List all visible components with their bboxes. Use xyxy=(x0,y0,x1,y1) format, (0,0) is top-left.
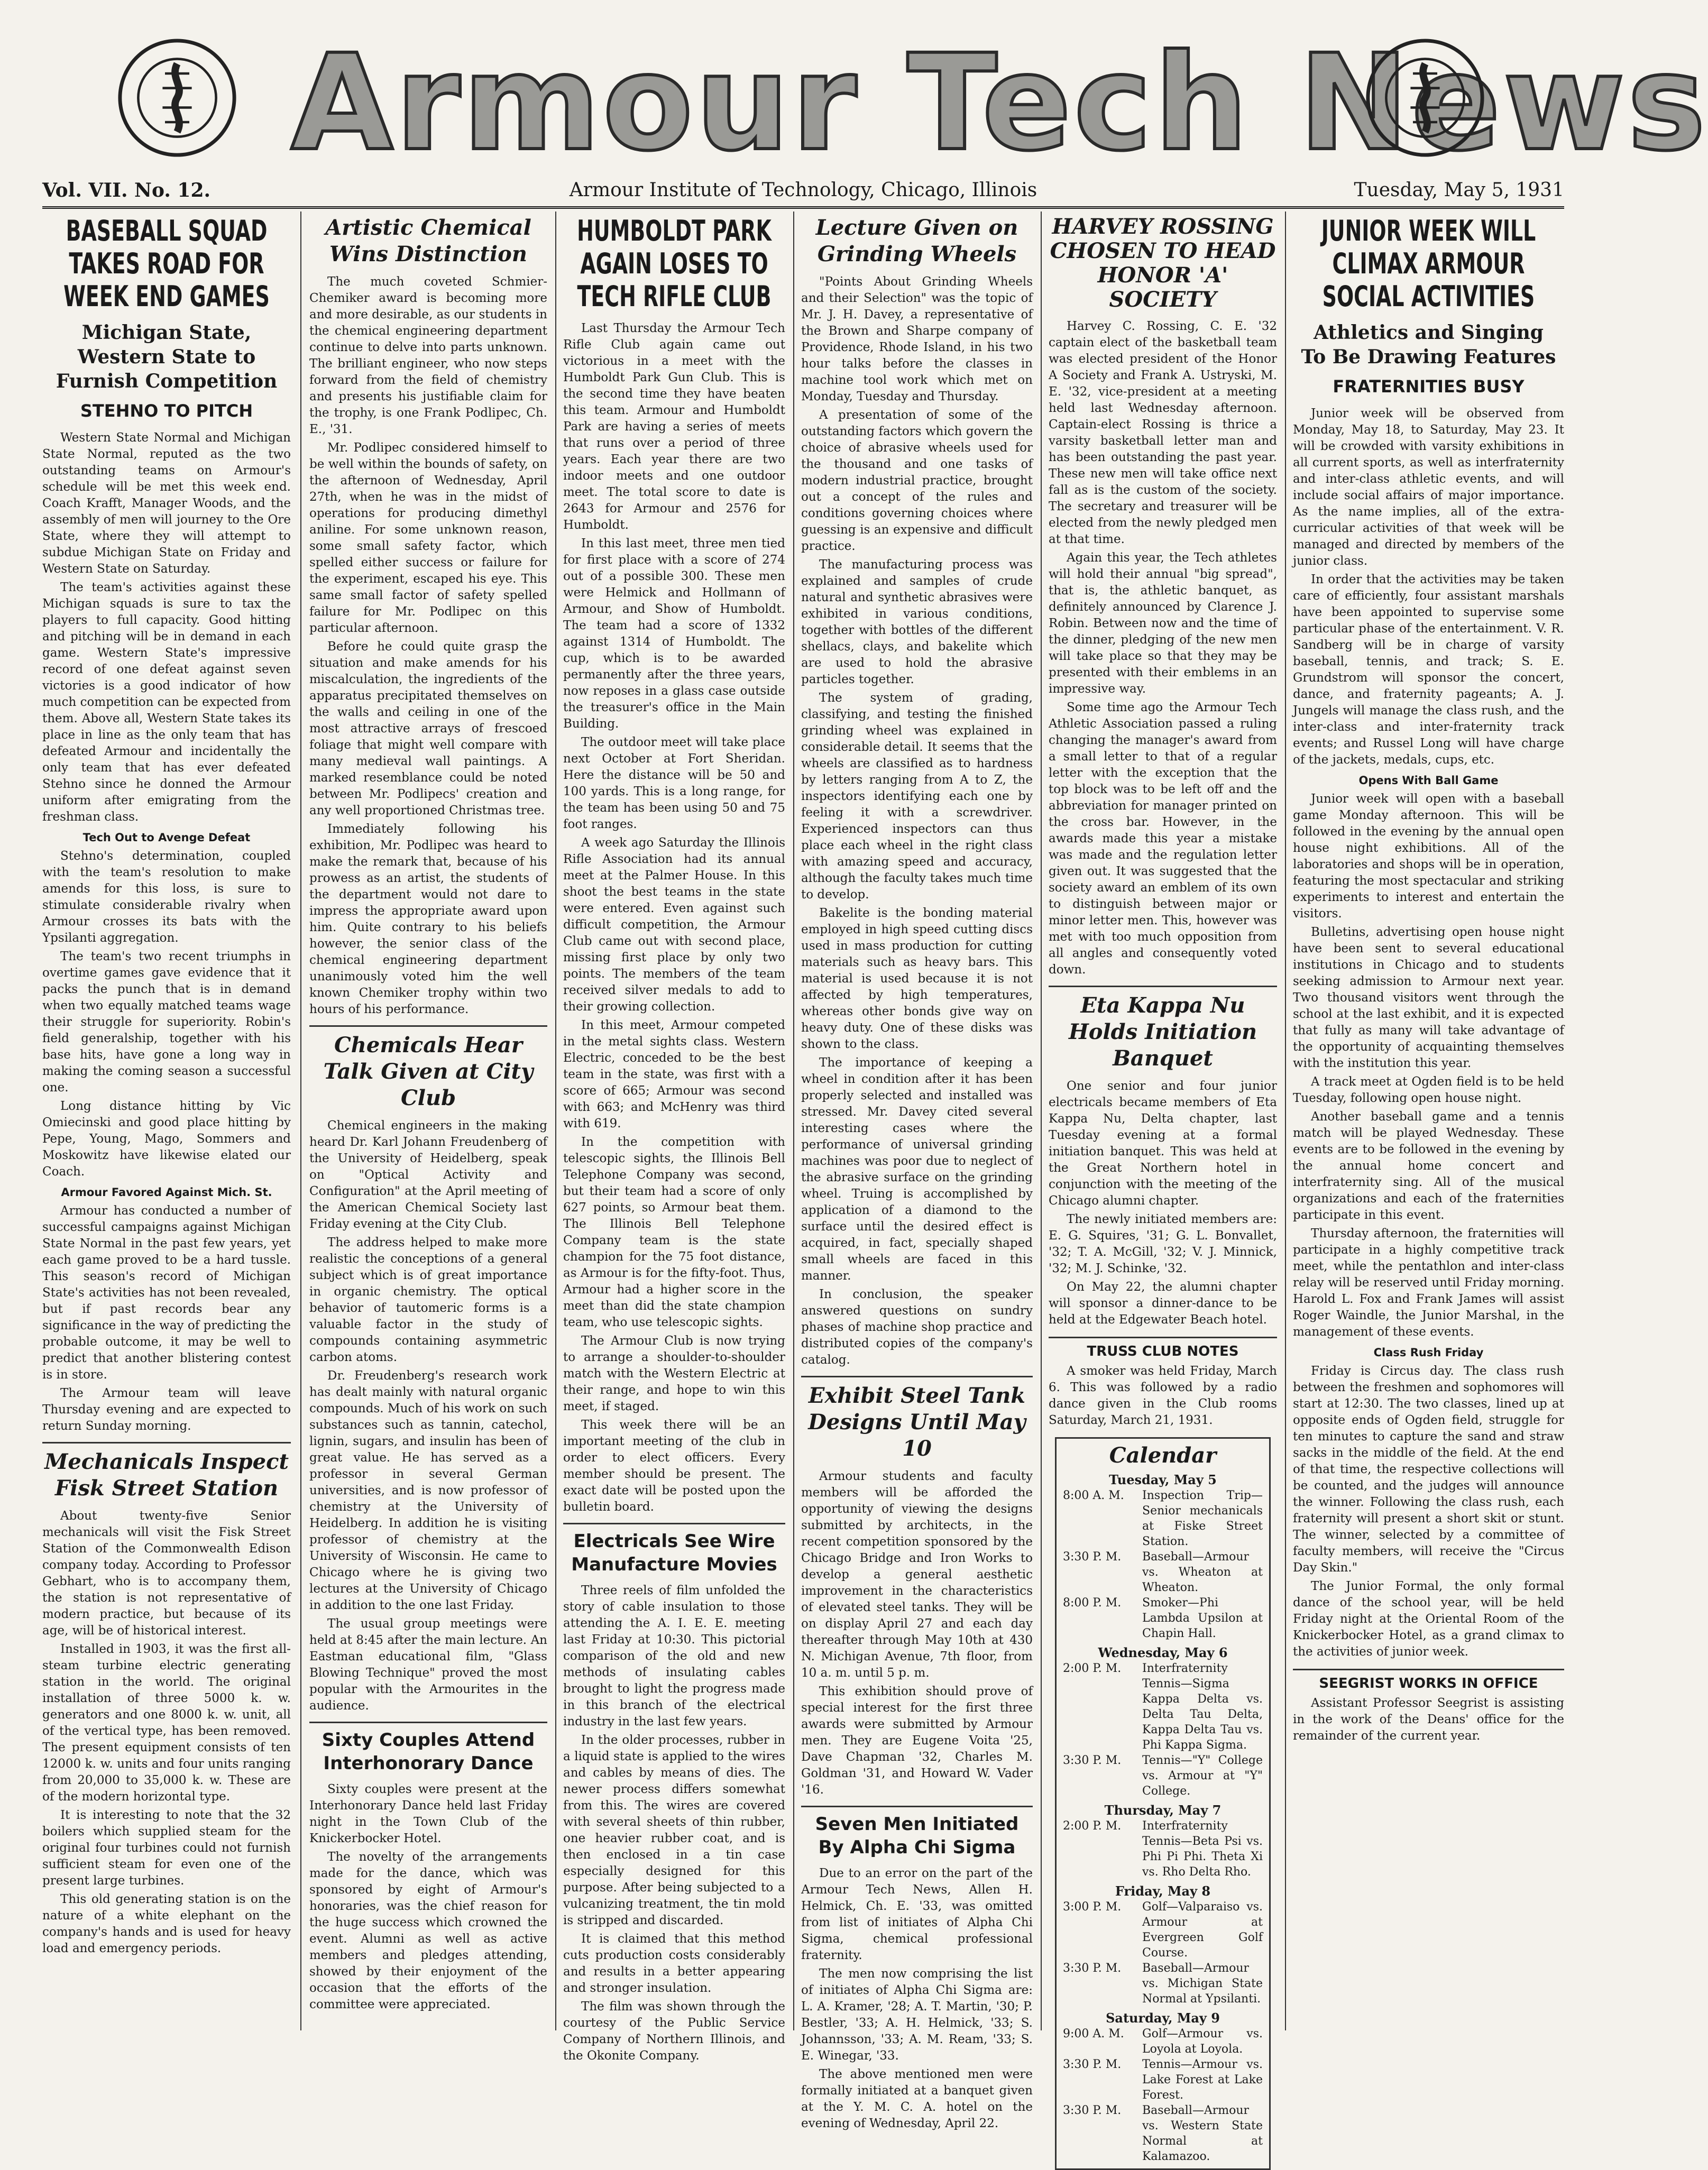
paragraph: A track meet at Ogden field is to be held Tuesday, following open house night. xyxy=(1293,1075,1564,1105)
paragraph: Another baseball game and a tennis match will be played Wednesday. These events are to be followed in the evening by the annual home concert and interfraternity sing. All of the musical organizations and each of the fraternities participate in this event. xyxy=(1293,1110,1564,1222)
event-time: 3:30 P. M. xyxy=(1063,1962,1122,1975)
paragraph: The outdoor meet will take place next October at Fort Sheridan. Here the distance will be 50 and 100 yards. This is a long range, for the team has been using 50 and 75 foot ranges. xyxy=(563,735,785,831)
calendar-event xyxy=(1063,2103,1263,2164)
headline-baseball: BASEBALL SQUAD TAKES ROAD FOR WEEK END GAMES xyxy=(63,214,270,313)
subhead: Opens With Ball Game xyxy=(1358,774,1499,787)
headline-steel-tank: Exhibit Steel Tank Designs Until May 10 xyxy=(801,1376,1033,1462)
event-description: Baseball—Armour vs. Michigan State Normal at Ypsilanti. xyxy=(1142,1962,1263,2006)
deck-baseball: Michigan State, Western State to Furnish Competition xyxy=(56,321,278,392)
headline-artistic-chemical: Artistic Chemical Wins Distinction xyxy=(325,215,531,266)
paragraph: Chemical engineers in the making heard Dr. Karl Johann Freudenberg of the University of Heidelberg, speak on "Optical Activity and Configuration" at the April meeting of the American Chemical Society last Friday evening at the City Club. xyxy=(309,1119,547,1231)
calendar-event xyxy=(1063,1488,1263,1549)
calendar-event xyxy=(1063,1753,1263,1799)
headline-eta-kappa-nu: Eta Kappa Nu Holds Initiation Banquet xyxy=(1049,986,1277,1072)
paragraph: Sixty couples were present at the Interhonorary Dance held last Friday night in the Town Club of the Knickerbocker Hotel. xyxy=(309,1782,547,1845)
headline-seegrist: SEEGRIST WORKS IN OFFICE xyxy=(1293,1669,1564,1692)
event-time: 3:30 P. M. xyxy=(1063,1754,1122,1767)
subhead: Class Rush Friday xyxy=(1373,1346,1484,1359)
paragraph: Due to an error on the part of the Armour Tech News, Allen H. Helmick, Ch. E. '33, was omitted from list of initiates of Alpha Chi Sigma, chemical professional fraternity. xyxy=(801,1866,1033,1962)
paragraph: The manufacturing process was explained and samples of crude natural and synthetic abrasives were exhibited in various conditions, together with bottles of the different shellacs, clays, and bakelite which are used to hold the abrasive particles together. xyxy=(801,558,1033,686)
paragraph: Three reels of film unfolded the story of cable insulation to those attending the A. I. E. E. meeting last Friday at 10:30. This pictorial comparison of the old and new methods of insulating cables brought to light the progress made in this branch of the electrical industry in the last few years. xyxy=(563,1584,785,1728)
volume-number: Vol. VII. No. 12. xyxy=(42,179,211,201)
event-description: Inspection Trip—Senior mechanicals at Fiske Street Station. xyxy=(1142,1489,1263,1548)
headline-alpha-chi-sigma: Seven Men Initiated By Alpha Chi Sigma xyxy=(801,1806,1033,1859)
paragraph: This week there will be an important meeting of the club in order to elect officers. Every member should be present. The exact date will be posted upon the bulletin board. xyxy=(563,1418,785,1514)
paragraph: "Points About Grinding Wheels and their Selection" was the topic of Mr. J. H. Davey, a representative of the Brown and Sharpe company of Providence, Rhode Island, in his two hour talks before the classes in machine tool work which met on Monday, Tuesday and Thursday. xyxy=(801,275,1033,403)
event-time: 3:30 P. M. xyxy=(1063,2104,1122,2117)
calendar-day: Friday, May 8 xyxy=(1115,1883,1211,1899)
event-description: Tennis—Armour vs. Lake Forest at Lake Forest. xyxy=(1142,2058,1263,2102)
masthead xyxy=(32,21,1708,180)
subdeck-baseball: STEHNO TO PITCH xyxy=(80,401,253,421)
headline-electricals: Electricals See Wire Manufacture Movies xyxy=(563,1523,785,1576)
paragraph: Installed in 1903, it was the first all-steam turbine electric generating station in the world. The original installation of three 5000 k. w. generators and one 8000 k. w. unit, all of the vertical type, has been removed. The present equipment consists of ten 12000 k. w. units and four units ranging from 20,000 to 35,000 k. w. These are of the modern horizontal type. xyxy=(42,1642,291,1804)
calendar-title: Calendar xyxy=(1109,1443,1217,1468)
calendar-event xyxy=(1063,1899,1263,1961)
paragraph: Western State Normal and Michigan State Normal, reputed as the two outstanding teams on Armour's schedule will be met this week end. Coach Krafft, Manager Woods, and the assembly of men will journey to the Ore State, where they will attempt to subdue Michigan State on Friday and Western State on Saturday. xyxy=(42,431,291,576)
headline-chemicals-talk: Chemicals Hear Talk Given at City Club xyxy=(309,1025,547,1111)
headline-honor-a: HARVEY ROSSING CHOSEN TO HEAD HONOR 'A' SOCIETY xyxy=(1050,214,1276,312)
paragraph: Bakelite is the bonding material employed in high speed cutting discs used in mass production for cutting materials such as heavy bars. This material is used because it is not affected by high temperatures, whereas other bonds give way on heavy duty. One of these disks was shown to the class. xyxy=(801,906,1033,1051)
headline-grinding-wheels: Lecture Given on Grinding Wheels xyxy=(815,215,1018,266)
paragraph: Long distance hitting by Vic Omiecinski and good place hitting by Pepe, Young, Mago, Sommers and Moskowitz have likewise elated our Coach. xyxy=(42,1099,291,1179)
paragraph: In this last meet, three men tied for first place with a score of 274 out of a possible 300. These men were Helmick and Hollmann of Armour, and Show of Humboldt. The team had a score of 1332 against 1314 of Humboldt. The cup, which is to be awarded permanently after the three years, now reposes in a glass case outside the treasurer's office in the Main Building. xyxy=(563,537,785,731)
event-time: 8:00 P. M. xyxy=(1063,1596,1122,1610)
event-description: Golf—Armour vs. Loyola at Loyola. xyxy=(1142,2027,1263,2056)
paragraph: A smoker was held Friday, March 6. This was followed by a radio dance given in the Club rooms Saturday, March 21, 1931. xyxy=(1049,1364,1277,1427)
institute-seal-left xyxy=(116,37,238,159)
subdeck-fraternities: FRATERNITIES BUSY xyxy=(1333,376,1525,397)
calendar-day: Saturday, May 9 xyxy=(1106,2010,1220,2026)
event-description: Baseball—Armour vs. Western State Normal at Kalamazoo. xyxy=(1142,2104,1263,2163)
paragraph: About twenty-five Senior mechanicals will visit the Fisk Street Station of the Commonwealth Edison company today. According to Professor Gebhart, who is to accompany them, the station is not representative of modern practice, but because of its age, will be of historical interest. xyxy=(42,1509,291,1638)
event-description: Baseball—Armour vs. Wheaton at Wheaton. xyxy=(1142,1550,1263,1594)
event-time: 3:30 P. M. xyxy=(1063,1550,1122,1564)
issue-date: Tuesday, May 5, 1931 xyxy=(1354,179,1564,201)
paragraph: The Junior Formal, the only formal dance of the school year, will be held Friday night at the Oriental Room of the Knickerbocker Hotel, as a grand climax to the activities of junior week. xyxy=(1293,1579,1564,1659)
event-time: 2:00 P. M. xyxy=(1063,1662,1122,1675)
event-time: 9:00 A. M. xyxy=(1063,2027,1124,2040)
column-1 xyxy=(42,212,291,2025)
paragraph: On May 22, the alumni chapter will sponsor a dinner-dance to be held at the Edgewater Beach hotel. xyxy=(1049,1280,1277,1327)
event-description: Interfraternity Tennis—Sigma Kappa Delta vs. Delta Tau Delta, Kappa Delta Tau vs. Phi Kappa Sigma. xyxy=(1142,1662,1263,1752)
paragraph: In conclusion, the speaker answered questions on sundry phases of machine shop practice and distributed copies of the company's catalog. xyxy=(801,1288,1033,1367)
paragraph: The team's two recent triumphs in overtime games gave evidence that it packs the punch that is in demand when two equally matched teams wage their struggle for superiority. Robin's field generalship, together with his base hits, have gone a long way in making the coming season a successful one. xyxy=(42,950,291,1095)
paragraph: Immediately following his exhibition, Mr. Podlipec was heard to make the remark that, because of his prowess as an artist, the students of the department would not dare to impress the appropriate award upon him. Quite contrary to his beliefs however, the senior class of the chemical engineering department unanimously voted him the well known Chemiker trophy within two hours of his performance. xyxy=(309,822,547,1016)
deck-junior-week: Athletics and Singing To Be Drawing Features xyxy=(1301,321,1556,368)
paragraph: In the older processes, rubber in a liquid state is applied to the wires and cables by means of dies. The newer process differs somewhat from this. The wires are covered with several sheets of thin rubber, one heavier rubber coat, and is then enclosed in a tin case especially designed for this purpose. After being subjected to a vulcanizing treatment, the tin mold is stripped and discarded. xyxy=(563,1733,785,1927)
paragraph: The Armour team will leave Thursday evening and are expected to return Sunday morning. xyxy=(42,1386,291,1433)
column-4 xyxy=(801,212,1033,2130)
paragraph: Bulletins, advertising open house night have been sent to several educational institutions in Chicago and to students seeking admission to Armour next year. Two thousand visitors went through the school at the last exhibit, and it is expected that fully as many will take advantage of the opportunity of acquainting themselves with the institution this year. xyxy=(1293,925,1564,1070)
paragraph: The much coveted Schmier-Chemiker award is becoming more and more desirable, as our students in the chemical engineering department continue to delve into parts unknown. The brilliant engineer, who now steps forward from the field of chemistry and presents his justifiable claim for the trophy, is one Frank Podlipec, Ch. E., '31. xyxy=(309,275,547,436)
paragraph: In order that the activities may be taken care of efficiently, four assistant marshals have been appointed to supervise some particular phase of the entertainment. V. R. Sandberg will be in charge of varsity baseball, tennis, and track; S. E. Grundstrom will sponsor the concert, dance, and fraternity pageants; A. J. Jungels will manage the class rush, and the inter-class and inter-fraternity track events; and Russel Long will have charge of the jackets, medals, cups, etc. xyxy=(1293,573,1564,767)
column-rule xyxy=(300,212,301,2030)
paragraph: The usual group meetings were held at 8:45 after the main lecture. An Eastman educational film, "Glass Blowing Technique" proved the most popular with the Armourites in the audience. xyxy=(309,1617,547,1713)
paragraph: Stehno's determination, coupled with the team's resolution to make amends for this loss, is sure to stimulate considerable rivalry when Armour crosses its bats with the Ypsilanti aggregation. xyxy=(42,849,291,945)
headline-sixty-couples: Sixty Couples Attend Interhonorary Dance xyxy=(309,1722,547,1775)
calendar-event xyxy=(1063,2026,1263,2057)
event-time: 2:00 P. M. xyxy=(1063,1819,1122,1833)
column-rule xyxy=(1041,212,1042,2030)
calendar-day: Tuesday, May 5 xyxy=(1109,1472,1217,1487)
paragraph: Mr. Podlipec considered himself to be well within the bounds of safety, on the afternoon of Wednesday, April 27th, when he was in the midst of operations for producing dimethyl aniline. For some unknown reason, some small safety factor, which spelled either success or failure for the experiment, escaped his eye. This same small factor of safety spelled failure for Mr. Podlipec on this particular afternoon. xyxy=(309,441,547,635)
paragraph: Again this year, the Tech athletes will hold their annual "big spread", that is, the athletic banquet, as definitely announced by Clarence J. Robin. Between now and the time of the dinner, pledging of the new men will take place so that they may be presented with their emblems in an impressive way. xyxy=(1049,551,1277,696)
subhead: Tech Out to Avenge Defeat xyxy=(82,831,251,844)
calendar-event xyxy=(1063,1549,1263,1595)
paragraph: Armour students and faculty members will be afforded the opportunity of viewing the designs submitted by architects, in the recent competition sponsored by the Chicago Bridge and Iron Works to develop a general aesthetic improvement in the characteristics of elevated steel tanks. They will be on display April 27 and each day thereafter through May 10th at 430 N. Michigan Avenue, 7th floor, from 10 a. m. until 5 p. m. xyxy=(801,1469,1033,1680)
event-description: Interfraternity Tennis—Beta Psi vs. Phi Pi Phi. Theta Xi vs. Rho Delta Rho. xyxy=(1142,1819,1263,1879)
event-time: 8:00 A. M. xyxy=(1063,1489,1124,1502)
paragraph: Assistant Professor Seegrist is assisting in the work of the Deans' office for the remainder of the current year. xyxy=(1293,1696,1564,1743)
column-rule xyxy=(793,212,794,2030)
paragraph: One senior and four junior electricals became members of Eta Kappa Nu, Delta chapter, last Tuesday evening at a formal initiation banquet. This was held at the Great Northern hotel in conjunction with the meeting of the Chicago alumni chapter. xyxy=(1049,1079,1277,1208)
calendar-day: Wednesday, May 6 xyxy=(1098,1645,1228,1660)
calendar-event xyxy=(1063,1961,1263,2007)
column-5 xyxy=(1049,212,1277,2163)
headline-mechanicals: Mechanicals Inspect Fisk Street Station xyxy=(42,1442,291,1502)
calendar-day: Thursday, May 7 xyxy=(1104,1803,1222,1818)
headline-truss-club: TRUSS CLUB NOTES xyxy=(1049,1337,1277,1360)
headline-junior-week: JUNIOR WEEK WILL CLIMAX ARMOUR SOCIAL ACTIVITIES xyxy=(1321,214,1536,313)
newspaper-title: Armour Tech News xyxy=(291,26,1708,180)
paragraph: A presentation of some of the outstanding factors which govern the choice of abrasive wheels used for the thousand and one tasks of modern industrial practice, brought out a concept of the rules and conditions governing choices where guessing is an expensive and difficult practice. xyxy=(801,408,1033,553)
column-rule xyxy=(555,212,556,2030)
paragraph: Armour has conducted a number of successful campaigns against Michigan State Normal in the past few years, yet each game proved to be a hard tussle. This season's record of Michigan State's activities has not been revealed, but if past records bear any significance in the way of predicting the probable outcome, it may be well to predict that another blistering contest is in store. xyxy=(42,1204,291,1382)
paragraph: The novelty of the arrangements made for the dance, which was sponsored by eight of Armour's honoraries, was the chief reason for the huge success which crowned the event. Alumni as well as active members and pledges attending, showed by their enjoyment of the occasion that the efforts of the committee were appreciated. xyxy=(309,1850,547,2011)
paragraph: Junior week will open with a baseball game Monday afternoon. This will be followed in the evening by the annual open house night exhibitions. All of the laboratories and shops will be in operation, featuring the most spectacular and striking experiments to interest and entertain the visitors. xyxy=(1293,792,1564,921)
headline-rifle-club: HUMBOLDT PARK AGAIN LOSES TO TECH RIFLE CLUB xyxy=(577,214,772,313)
paragraph: A week ago Saturday the Illinois Rifle Association had its annual meet at the Palmer House. In this shoot the best teams in the state were entered. Even against such difficult competition, the Armour Club came out with second place, missing first place by only two points. The members of the team received silver medals to add to their growing collection. xyxy=(563,836,785,1014)
event-description: Golf—Valparaiso vs. Armour at Evergreen Golf Course. xyxy=(1142,1900,1263,1960)
column-3 xyxy=(563,212,785,2063)
calendar-event xyxy=(1063,1818,1263,1880)
paragraph: The men now comprising the list of initiates of Alpha Chi Sigma are: L. A. Kramer, '28; A. T. Martin, '30; P. Bestler, '33; A. H. Helmick, '33; S. Johannsson, '33; A. M. Ream, '33; S. E. Winegar, '33. xyxy=(801,1967,1033,2063)
institute-seal-right xyxy=(1364,37,1486,159)
paragraph: It is interesting to note that the 32 boilers which supplied steam for the original four turbines could not furnish sufficient steam for even one of the present large turbines. xyxy=(42,1808,291,1888)
event-time: 3:00 P. M. xyxy=(1063,1900,1122,1914)
institution-line: Armour Institute of Technology, Chicago, Illinois xyxy=(569,179,1037,201)
paragraph: The Armour Club is now trying to arrange a shoulder-to-shoulder match with the Western Electric at their range, and hope to win this meet, if staged. xyxy=(563,1334,785,1413)
paragraph: The address helped to make more realistic the conceptions of a general subject which is of great importance in organic chemistry. The optical behavior of tautomeric forms is a valuable factor in the study of compounds containing asymmetric carbon atoms. xyxy=(309,1236,547,1364)
paragraph: The system of grading, classifying, and testing the finished grinding wheel was explained in considerable detail. It seems that the wheels are classified as to hardness by letters ranging from A to Z, the inspectors identifying each one by feeling it with a screwdriver. Experienced inspectors can thus place each wheel in the right class with amazing speed and accuracy, although the faculty takes much time to develop. xyxy=(801,691,1033,902)
paragraph: Some time ago the Armour Tech Athletic Association passed a ruling changing the manager's award from a small letter to that of a regular letter with the exception that the top block was to be left off and the abbreviation for manager printed on the cross bar. However, in the awards made this year a mistake was made and the regulation letter given out. It was suggested that the society award an emblem of its own to distinguish between major or minor letter men. This, however was met with too much opposition from all angles and consequently voted down. xyxy=(1049,701,1277,977)
paragraph: It is claimed that this method cuts production costs considerably and results in a better appearing and stronger insulation. xyxy=(563,1932,785,1995)
paragraph: Dr. Freudenberg's research work has dealt mainly with natural organic compounds. Much of his work on such substances such as tannin, catechol, lignin, sugars, and insulin has been of great value. He has served as a professor in several German universities, and is now professor of chemistry at the University of Heidelberg. In addition he is visiting professor of chemistry at the University of Wisconsin. He came to Chicago where he is giving two lectures at the University of Chicago in addition to the one last Friday. xyxy=(309,1369,547,1612)
paragraph: In this meet, Armour competed in the metal sights class. Western Electric, conceded to be the best team in the state, was first with a score of 665; Armour was second with 663; and McHenry was third with 619. xyxy=(563,1018,785,1130)
calendar-event xyxy=(1063,2057,1263,2103)
calendar-event xyxy=(1063,1661,1263,1753)
paragraph: The above mentioned men were formally initiated at a banquet given at the Y. M. C. A. hotel on the evening of Wednesday, April 22. xyxy=(801,2067,1033,2130)
paragraph: The importance of keeping a wheel in condition after it has been properly selected and installed was stressed. Mr. Davey cited several interesting cases where the performance of universal grinding machines was poor due to neglect of the abrasive surface on the grinding wheel. Truing is accomplished by application of a diamond to the surface until the desired effect is acquired, in fact, specially shaped small wheels are faced in this manner. xyxy=(801,1056,1033,1283)
event-description: Smoker—Phi Lambda Upsilon at Chapin Hall. xyxy=(1142,1596,1263,1640)
column-rule xyxy=(1285,212,1286,2030)
paragraph: Junior week will be observed from Monday, May 18, to Saturday, May 23. It will be crowded with varsity exhibitions in all current sports, as well as interfraternity and inter-class athletic events, and will include social affairs of major importance. As the name implies, all of the extra-curricular activities of that week will be managed and directed by members of the junior class. xyxy=(1293,407,1564,568)
event-description: Tennis—"Y" College vs. Armour at "Y" College. xyxy=(1142,1754,1263,1798)
calendar-box xyxy=(1055,1437,1271,2170)
paragraph: Harvey C. Rossing, C. E. '32 captain elect of the basketball team was elected president of the Honor A Society and Frank A. Ustryski, M. E. '32, vice-president at a meeting held last Wednesday afternoon. Captain-elect Rossing is thrice a varsity basketball letter man and has been outstanding the past year. These new men will take office next fall as is the custom of the society. The secretary and treasurer will be elected from the newly pledged men at that time. xyxy=(1049,319,1277,546)
paragraph: This old generating station is on the nature of a white elephant on the company's hands and is used for heavy load and emergency periods. xyxy=(42,1892,291,1955)
dateline xyxy=(42,174,1564,209)
paragraph: In the competition with telescopic sights, the Illinois Bell Telephone Company was second, but their team had a score of only 627 points, so Armour beat them. The Illinois Bell Telephone Company team is the state champion for the 75 foot distance, as Armour is for the fifty-foot. Thus, Armour had a higher score in the meet than did the state champion team, who use telescopic sights. xyxy=(563,1135,785,1329)
paragraph: The film was shown through the courtesy of the Public Service Company of Northern Illinois, and the Okonite Company. xyxy=(563,2000,785,2063)
subhead: Armour Favored Against Mich. St. xyxy=(61,1186,272,1199)
event-time: 3:30 P. M. xyxy=(1063,2058,1122,2071)
paragraph: The team's activities against these Michigan squads is sure to tax the players to full capacity. Good hitting and pitching will be in demand in each game. Western State's impressive record of one defeat against seven victories is a good indicator of how much competition can be expected from them. Above all, Western State takes its place in line as the only team that has defeated Armour and incidentally the only team that has ever defeated Stehno since he donned the Armour uniform after emigrating from the freshman class. xyxy=(42,581,291,824)
paragraph: Before he could quite grasp the situation and make amends for his miscalculation, the ingredients of the apparatus precipitated themselves on the walls and ceiling in one of the most attractive arrays of frescoed foliage that might well compare with many medieval wall paintings. A marked resemblance could be noted between Mr. Podlipecs' creation and any well proportioned Christmas tree. xyxy=(309,640,547,817)
column-2 xyxy=(309,212,547,2025)
column-6 xyxy=(1293,212,1564,2025)
paragraph: The newly initiated members are: E. G. Squires, '31; G. L. Bonvallet, '32; T. A. McGill, '32; V. J. Minnick, '32; M. J. Schinke, '32. xyxy=(1049,1212,1277,1275)
paragraph: This exhibition should prove of special interest for the first three awards were submitted by Armour men. They are Eugene Voita '25, Dave Chapman '32, Charles M. Goldman '31, and Howard W. Vader '16. xyxy=(801,1685,1033,1797)
calendar-event xyxy=(1063,1595,1263,1641)
paragraph: Friday is Circus day. The class rush between the freshmen and sophomores will start at 12:30. The two classes, lined up at opposite ends of Ogden field, struggle for ten minutes to capture the sand and straw sacks in the middle of the field. At the end of that time, the respective collections will be counted, and the judges will announce the winner. Following the class rush, each fraternity will present a short skit or stunt. The winner, selected by a committee of faculty members, will receive the "Circus Day Skin." xyxy=(1293,1364,1564,1575)
paragraph: Thursday afternoon, the fraternities will participate in a highly competitive track meet, while the pentathlon and inter-class relay will be reserved until Friday morning. Harold L. Fox and Frank James will assist Roger Waindle, the Junior Marshal, in the management of these events. xyxy=(1293,1227,1564,1339)
paragraph: Last Thursday the Armour Tech Rifle Club again came out victorious in a meet with the Humboldt Park Gun Club. This is the second time they have beaten this team. Armour and Humboldt Park are having a series of meets that runs over a period of three years. Each year there are two indoor meets and one outdoor meet. The total score to date is 2643 for Armour and 2576 for Humboldt. xyxy=(563,321,785,532)
